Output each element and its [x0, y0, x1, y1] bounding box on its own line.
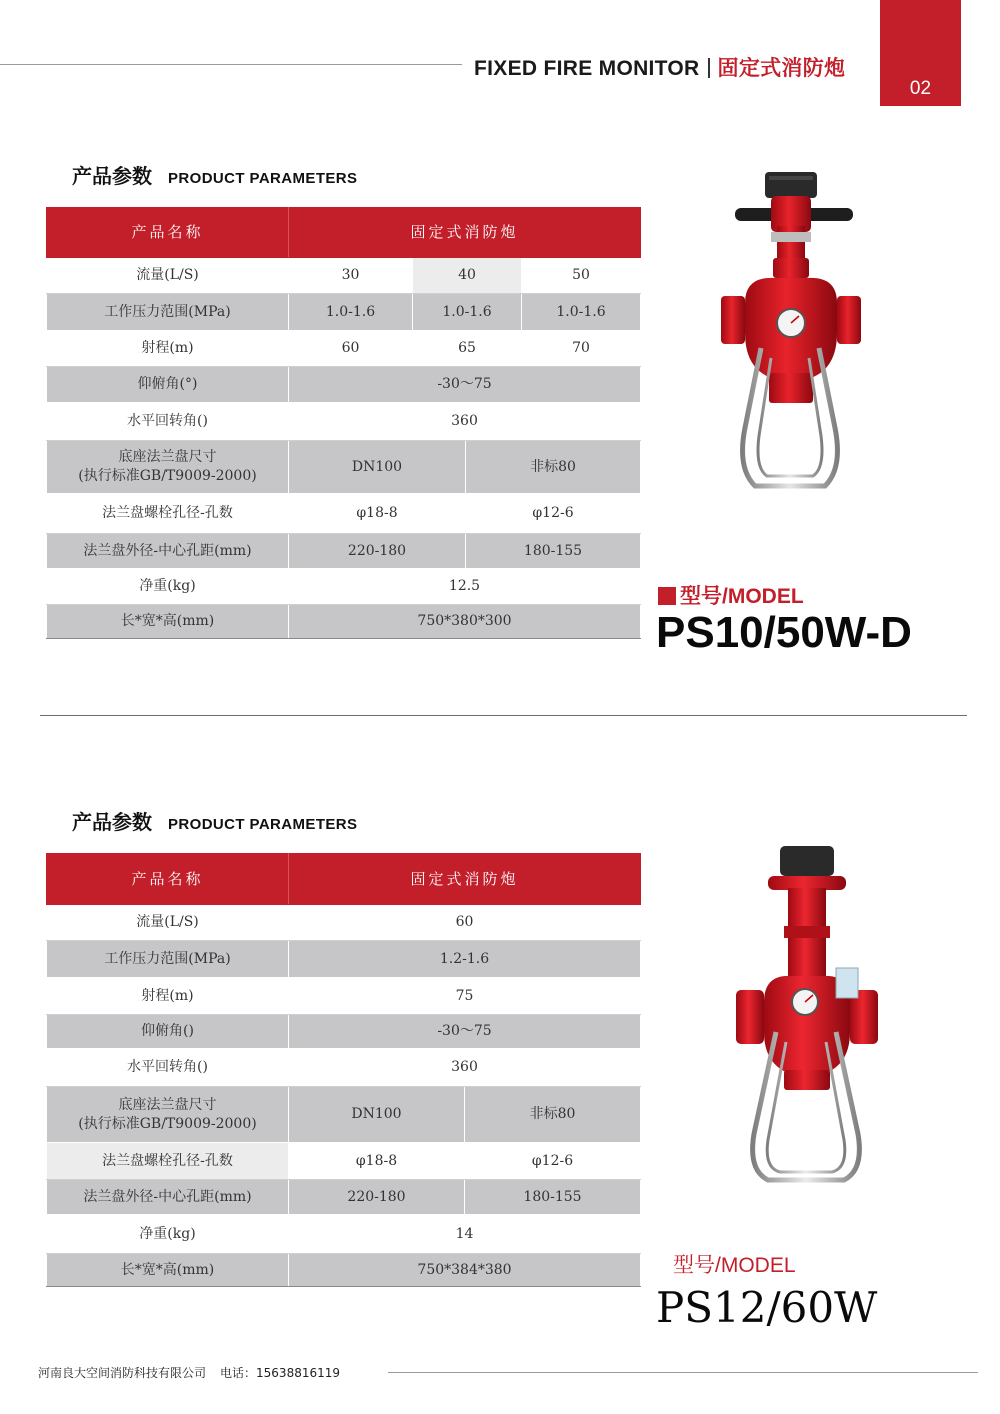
cell-value: 180-155 [466, 534, 641, 569]
cell-value: 50 [522, 258, 641, 294]
table-row [47, 1087, 641, 1143]
row-label-line: 底座法兰盘尺寸 [118, 449, 217, 466]
table-row [47, 1049, 641, 1087]
cell-value: 14 [289, 1215, 641, 1254]
table-row [47, 1215, 641, 1254]
cell-value: 30 [289, 258, 413, 294]
cell-value: φ18-8 [289, 1143, 465, 1180]
row-label: 流量(L/S) [47, 258, 289, 294]
footer [38, 1364, 340, 1381]
cell-value: 220-180 [289, 1180, 465, 1215]
table-row [47, 1180, 641, 1215]
page-number-tab [880, 0, 961, 106]
fire-monitor-product-image [728, 842, 878, 1192]
row-label-line: (执行标准GB/T9009-2000) [78, 1115, 257, 1132]
table-header-row [47, 208, 641, 258]
cell-value: 12.5 [289, 569, 641, 605]
footer-rule [388, 1372, 978, 1373]
table-header-row [47, 854, 641, 905]
cell-value: 180-155 [465, 1180, 641, 1215]
row-label: 净重(kg) [47, 569, 289, 605]
cell-value: 750*380*300 [289, 605, 641, 639]
row-label-line: (执行标准GB/T9009-2000) [78, 468, 257, 484]
row-label: 流量(L/S) [47, 905, 289, 941]
cell-value: 220-180 [289, 534, 466, 569]
section-title [72, 806, 357, 835]
model-label: 型号/MODEL [658, 580, 804, 610]
row-label: 射程(m) [47, 978, 289, 1015]
row-label: 工作压力范围(MPa) [47, 294, 289, 331]
table-row [47, 905, 641, 941]
fire-monitor-product-image [715, 168, 865, 518]
row-label: 水平回转角() [47, 403, 289, 441]
params-table [46, 853, 641, 1287]
cell-value: 非标80 [466, 441, 641, 494]
row-label: 法兰盘外径-中心孔距(mm) [47, 534, 289, 569]
page-number: 02 [909, 78, 932, 99]
row-label: 长*宽*高(mm) [47, 1254, 289, 1287]
cell-value: DN100 [289, 1087, 465, 1143]
cell-value: φ12-6 [466, 494, 641, 534]
table-row [47, 1015, 641, 1049]
row-label: 法兰盘外径-中心孔距(mm) [47, 1180, 289, 1215]
cell-value: 75 [289, 978, 641, 1015]
footer-phone-label: 电话： [220, 1366, 257, 1380]
cell-value: 1.0-1.6 [289, 294, 413, 331]
row-label: 射程(m) [47, 331, 289, 367]
row-label: 净重(kg) [47, 1215, 289, 1254]
cell-value: 60 [289, 331, 413, 367]
cell-value: φ18-8 [289, 494, 466, 534]
section-title-en: PRODUCT PARAMETERS [168, 816, 358, 833]
params-table [46, 207, 641, 639]
cell-value: 非标80 [465, 1087, 641, 1143]
section-title-cn: 产品参数 [72, 810, 152, 834]
table-row [47, 605, 641, 639]
section-title-cn: 产品参数 [72, 164, 152, 188]
cell-value: 360 [289, 403, 641, 441]
footer-phone: 15638816119 [256, 1366, 341, 1380]
cell-value: 1.0-1.6 [413, 294, 522, 331]
section-title-en: PRODUCT PARAMETERS [168, 170, 358, 187]
section-title [72, 160, 357, 189]
row-label [47, 441, 289, 494]
cell-value: 60 [289, 905, 641, 941]
header-rule [0, 64, 462, 65]
cell-value: 40 [413, 258, 522, 294]
cell-value: 65 [413, 331, 522, 367]
cell-value: 1.2-1.6 [289, 941, 641, 978]
cell-value: 1.0-1.6 [522, 294, 641, 331]
row-label: 工作压力范围(MPa) [47, 941, 289, 978]
table-row [47, 441, 641, 494]
cell-value: -30～75 [289, 1015, 641, 1049]
cell-value: -30～75 [289, 367, 641, 403]
header-separator [708, 58, 710, 78]
table-row [47, 534, 641, 569]
row-label: 水平回转角() [47, 1049, 289, 1087]
table-row [47, 1143, 641, 1180]
table-header-cell: 固定式消防炮 [289, 854, 641, 905]
table-row [47, 494, 641, 534]
model-name: PS10/50W-D [656, 608, 912, 657]
table-row [47, 403, 641, 441]
table-row [47, 331, 641, 367]
table-row [47, 1254, 641, 1287]
cell-value: φ12-6 [465, 1143, 641, 1180]
cell-value: 360 [289, 1049, 641, 1087]
table-header-cell: 产品名称 [47, 854, 289, 905]
cell-value: 750*384*380 [289, 1254, 641, 1287]
row-label: 法兰盘螺栓孔径-孔数 [47, 494, 289, 534]
row-label: 仰俯角() [47, 1015, 289, 1049]
row-label: 长*宽*高(mm) [47, 605, 289, 639]
model-label: 型号/MODEL [673, 1254, 796, 1277]
row-label [47, 1087, 289, 1143]
row-label: 法兰盘螺栓孔径-孔数 [47, 1143, 289, 1180]
table-row [47, 569, 641, 605]
table-header-cell: 固定式消防炮 [289, 208, 641, 258]
table-row [47, 941, 641, 978]
header-title [474, 52, 845, 82]
cell-value: DN100 [289, 441, 466, 494]
model-name: PS12/60W [656, 1283, 878, 1332]
header-title-en: FIXED FIRE MONITOR [474, 57, 700, 80]
table-header-cell: 产品名称 [47, 208, 289, 258]
row-label-line: 底座法兰盘尺寸 [118, 1096, 217, 1113]
table-row [47, 978, 641, 1015]
square-bullet-icon [658, 587, 676, 605]
table-row [47, 367, 641, 403]
header-title-cn: 固定式消防炮 [717, 57, 846, 80]
section-divider [40, 715, 967, 716]
table-row [47, 258, 641, 294]
footer-company: 河南良大空间消防科技有限公司 [38, 1366, 207, 1380]
cell-value: 70 [522, 331, 641, 367]
row-label: 仰俯角(°) [47, 367, 289, 403]
table-row [47, 294, 641, 331]
